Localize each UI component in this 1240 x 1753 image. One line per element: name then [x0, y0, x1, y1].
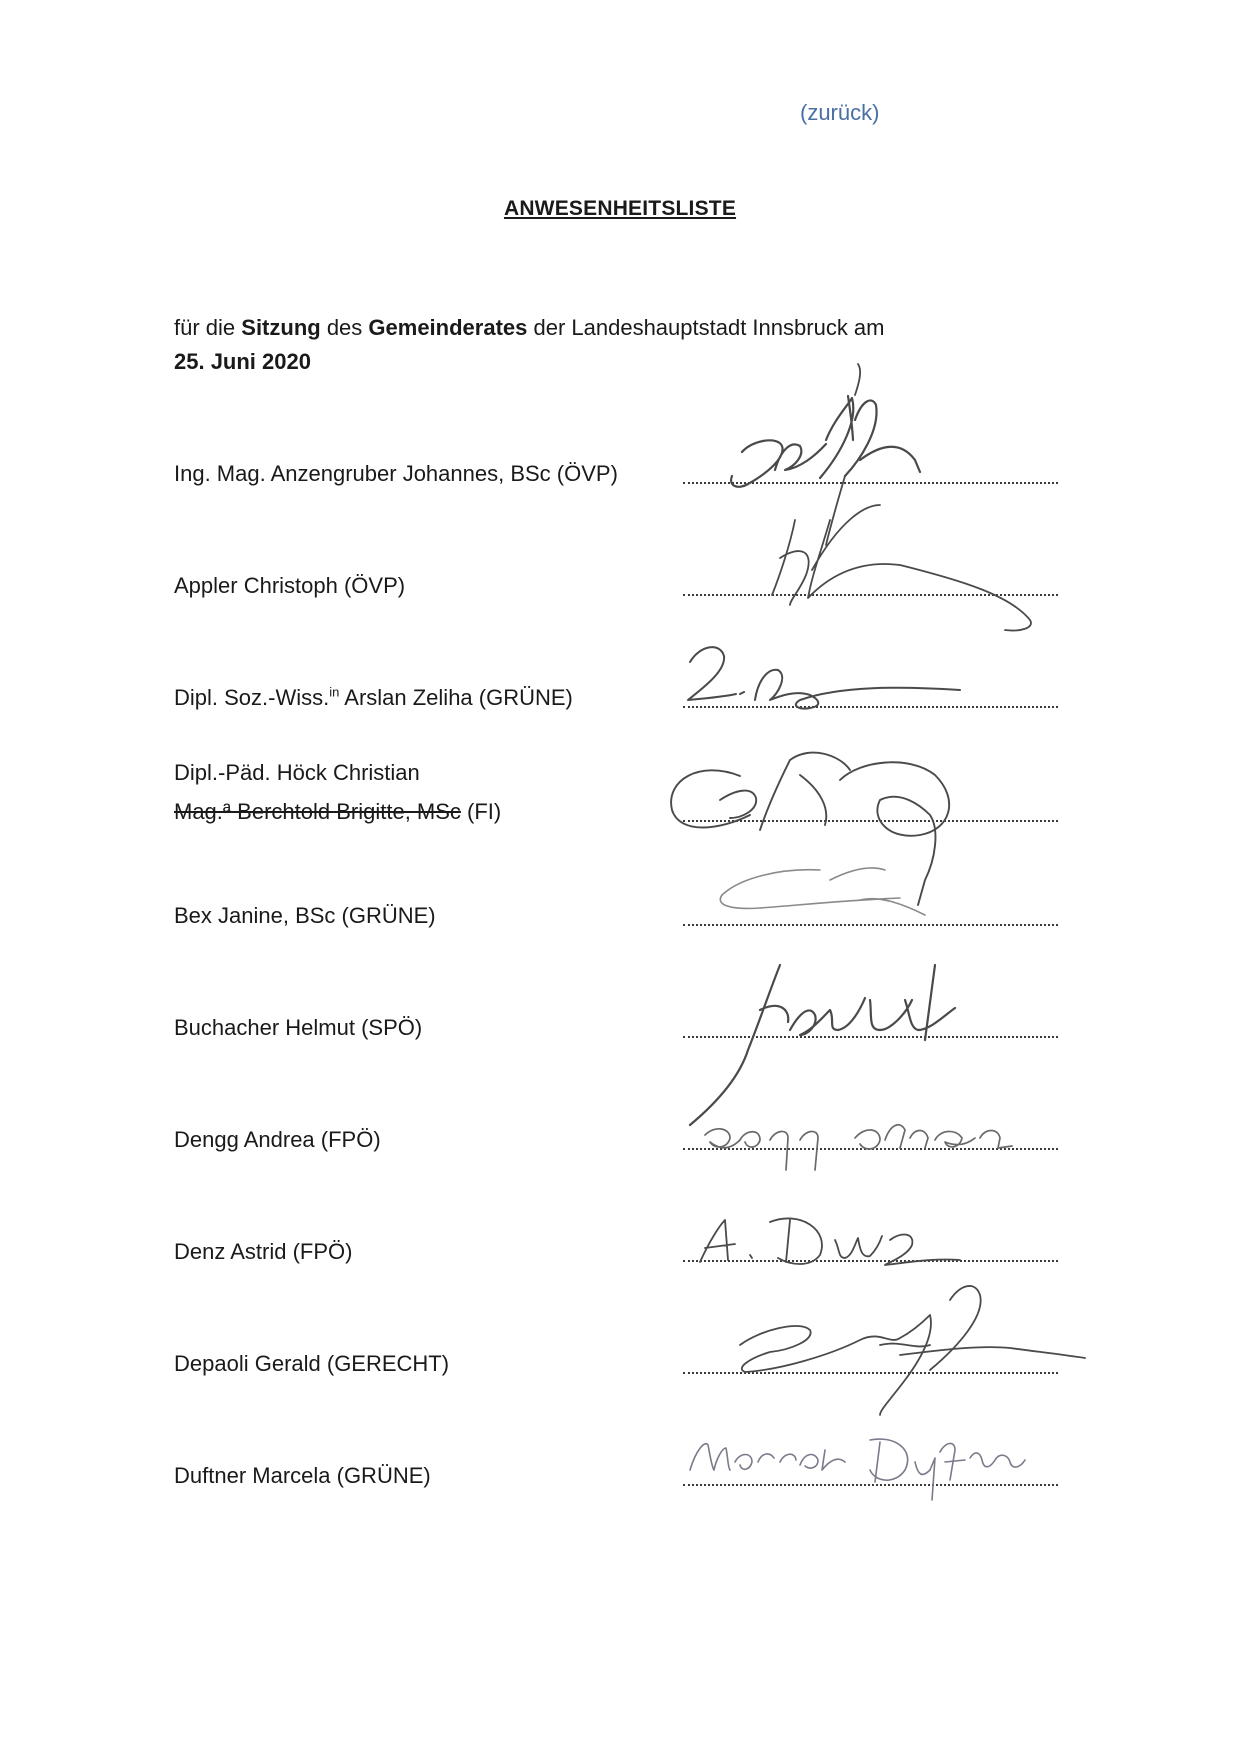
attendee-name: Ing. Mag. Anzengruber Johannes, BSc (ÖVP): [174, 461, 618, 486]
signature-line: [683, 1260, 1058, 1262]
attendee-name: Bex Janine, BSc (GRÜNE): [174, 903, 436, 928]
attendee-name: Dengg Andrea (FPÖ): [174, 1127, 381, 1152]
attendee-party: (FI): [460, 799, 502, 824]
intro-sitzung: Sitzung: [241, 315, 321, 340]
document-title: ANWESENHEITSLISTE: [503, 197, 737, 220]
signature-buchacher: [690, 965, 955, 1125]
attendee-name-text: Arslan Zeliha (GRÜNE): [339, 685, 573, 710]
signature-line: [683, 482, 1058, 484]
signature-line: [683, 924, 1058, 926]
attendee-title-sup: in: [329, 684, 340, 700]
back-link[interactable]: (zurück): [800, 100, 880, 125]
attendee-name: Denz Astrid (FPÖ): [174, 1239, 353, 1264]
signature-line: [683, 706, 1058, 708]
intro-gemeinderat: Gemeinderates: [368, 315, 528, 340]
attendee-name: Duftner Marcela (GRÜNE): [174, 1463, 431, 1488]
attendee-name: Appler Christoph (ÖVP): [174, 573, 406, 598]
signature-denz: [700, 1218, 960, 1265]
signature-depaoli: [740, 1286, 1085, 1415]
signature-line: [683, 1036, 1058, 1038]
signature-bex: [720, 868, 925, 915]
signature-arslan: [688, 647, 960, 708]
signature-line: [683, 820, 1058, 822]
signature-hoeck: [671, 753, 949, 905]
session-date: 25. Juni 2020: [174, 349, 311, 374]
signature-line: [683, 1372, 1058, 1374]
attendee-name: Buchacher Helmut (SPÖ): [174, 1015, 423, 1040]
signature-appler: [772, 505, 1031, 631]
attendee-title: Dipl. Soz.-Wiss.: [174, 685, 330, 710]
attendee-name: [174, 685, 573, 711]
attendee-name-substitute: Dipl.-Päd. Höck Christian: [174, 760, 420, 785]
signature-line: [683, 1148, 1058, 1150]
signature-duftner: [690, 1439, 1025, 1500]
signature-anzengruber-flourish: [826, 364, 860, 545]
signature-line: [683, 594, 1058, 596]
struck-name: Mag.ª Berchtold Brigitte, MSc: [174, 799, 461, 824]
intro-part: des: [320, 315, 369, 340]
intro-part: für die: [174, 315, 242, 340]
intro-line: [174, 311, 885, 345]
intro-part: der Landeshauptstadt Innsbruck am: [527, 315, 885, 340]
signature-line: [683, 1484, 1058, 1486]
attendee-name: [174, 799, 501, 825]
intro-text: [174, 311, 885, 379]
attendee-name: Depaoli Gerald (GERECHT): [174, 1351, 450, 1376]
signature-anzengruber: [731, 396, 920, 487]
